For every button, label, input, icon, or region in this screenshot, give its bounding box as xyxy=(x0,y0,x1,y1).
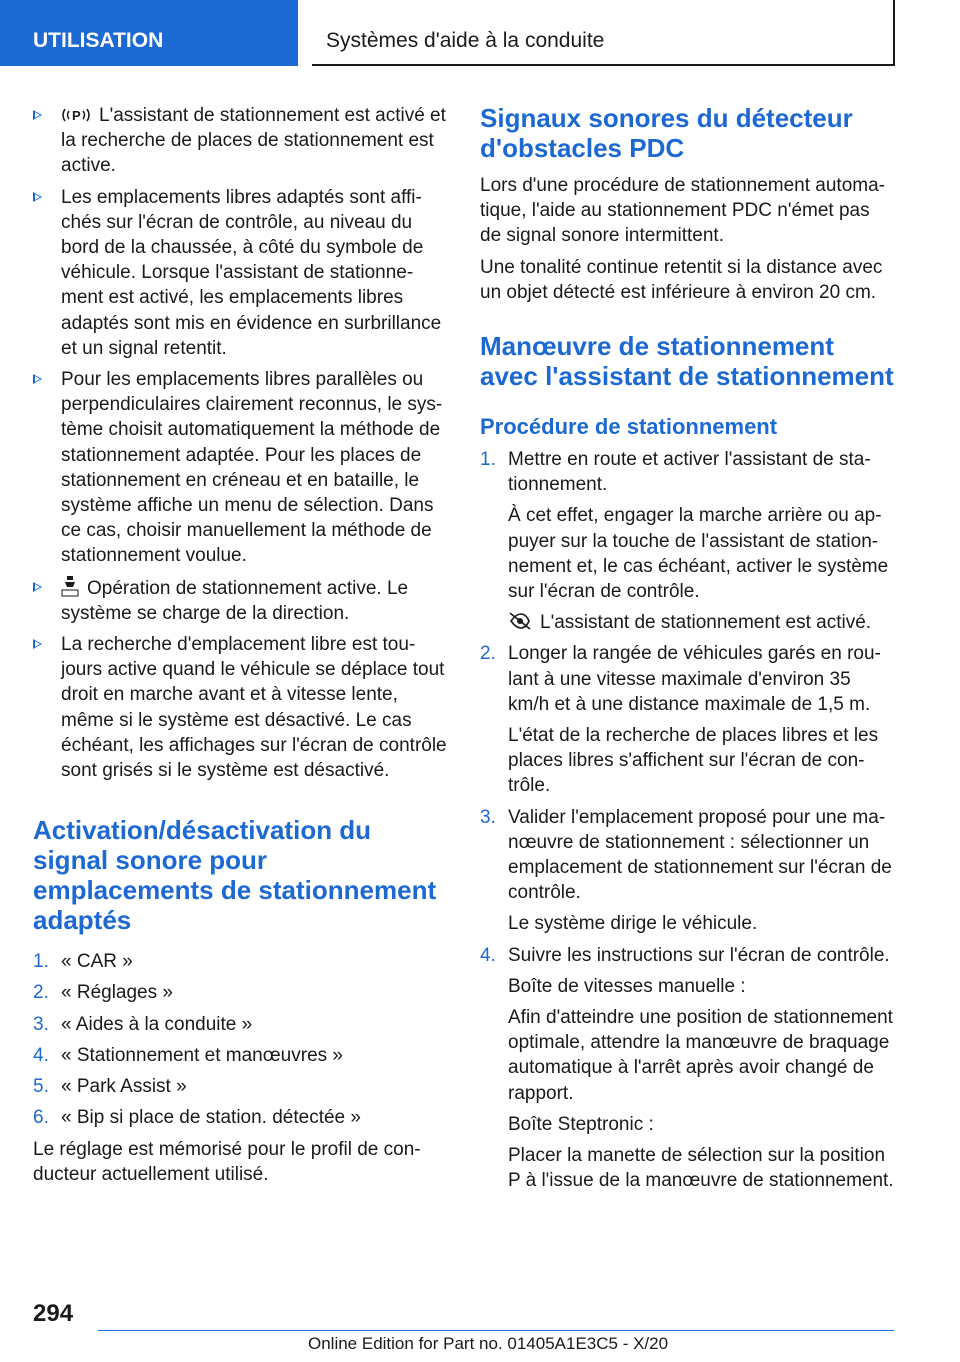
step-text: Valider l'emplacement proposé pour une manœuvre de stationnement : sélectionner un emplacement de stationnement sur l'écran de contrôle. xyxy=(508,806,892,904)
step-item xyxy=(33,1074,449,1099)
step-text: Longer la rangée de véhicules garés en roulant à une vitesse maximale d'environ 35 km/h et à une distance maximale de 1,5 m. xyxy=(508,643,881,715)
footer-divider xyxy=(98,1330,894,1331)
bullet-item xyxy=(33,367,449,569)
setting-note: Le réglage est mémorisé pour le profil de conducteur actuellement utilisé. xyxy=(33,1138,421,1185)
pdc-paragraph-2: Une tonalité continue retentit si la distance avec un objet détecté est inférieure à environ 20 cm. xyxy=(480,256,883,303)
header-section-label: UTILISATION xyxy=(33,29,164,52)
step-detail: L'état de la recherche de places libres et les places libres s'affichent sur l'écran de contrôle. xyxy=(508,725,879,797)
step-detail: Placer la manette de sélection sur la position P à l'issue de la manœuvre de stationnement. xyxy=(508,1145,894,1192)
step-number: 5. xyxy=(33,1076,49,1098)
bullet-text: Pour les emplacements libres parallèles ou perpendiculaires clairement reconnus, le système choisit automatiquement la méthode de stationnement adaptée. Pour les places de stationnement en créneau et en bataille, le système affiche un menu de sélection. Dans ce cas, choisir manuellement la méthode de stationnement voulue. xyxy=(61,369,443,567)
step-detail: À cet effet, engager la marche arrière ou appuyer sur la touche de l'assistant de stationnement et, le cas échéant, activer le système sur l'écran de contrôle. xyxy=(508,505,889,603)
subheading-procedure: Procédure de stationnement xyxy=(480,414,778,440)
step-number: 3. xyxy=(33,1013,49,1035)
triangle-bullet-icon xyxy=(33,639,42,649)
step-number: 2. xyxy=(33,982,49,1004)
header-chapter xyxy=(312,0,895,66)
step-number: 4. xyxy=(480,944,496,966)
step-text: « Bip si place de station. détectée » xyxy=(61,1107,361,1129)
right-column xyxy=(480,103,895,1200)
menu-steps-list xyxy=(33,949,449,1130)
step-number: 1. xyxy=(33,951,49,973)
footer-edition: Online Edition for Part no. 01405A1E3C5 - X/20 xyxy=(308,1334,669,1353)
bullet-item xyxy=(33,575,449,626)
step-number: 6. xyxy=(33,1107,49,1129)
svg-text:P: P xyxy=(72,108,81,123)
step-item xyxy=(480,447,895,635)
step-item xyxy=(480,943,895,1194)
step-number: 4. xyxy=(33,1044,49,1066)
step-detail-text: L'assistant de stationnement est activé. xyxy=(540,612,872,634)
step-text: Mettre en route et activer l'assistant de stationnement. xyxy=(508,449,871,496)
step-number: 1. xyxy=(480,449,496,471)
step-text: « Aides à la conduite » xyxy=(61,1013,253,1035)
step-text: « CAR » xyxy=(61,951,133,973)
step-number: 3. xyxy=(480,806,496,828)
header-section xyxy=(0,0,298,66)
bullet-item xyxy=(33,185,449,361)
bullet-text: Les emplacements libres adaptés sont affichés sur l'écran de contrôle, au niveau du bord de la chaussée, à côté du symbole de véhicule. Lorsque l'assistant de stationnement est activé, les emplacements libres adaptés sont mis en évidence en surbrillance et un signal retentit. xyxy=(61,186,442,359)
procedure-steps-list xyxy=(480,447,895,1193)
step-number: 2. xyxy=(480,643,496,665)
step-item xyxy=(480,805,895,937)
bullet-list xyxy=(33,103,449,783)
bullet-text: L'assistant de stationnement est activé et la recherche de places de stationnement est active. xyxy=(61,105,446,177)
header-chapter-label: Systèmes d'aide à la conduite xyxy=(326,29,605,52)
step-item xyxy=(33,1012,449,1037)
step-item xyxy=(480,641,895,798)
triangle-bullet-icon xyxy=(33,192,42,202)
triangle-bullet-icon xyxy=(33,582,42,592)
step-text: « Réglages » xyxy=(61,982,173,1004)
page-number: 294 xyxy=(33,1300,74,1327)
bullet-item xyxy=(33,103,449,179)
step-detail: Boîte de vitesses manuelle : xyxy=(508,975,746,997)
section-heading-sound: Activation/désactivation du signal sonore pour emplacements de stationnement adaptés xyxy=(33,815,437,936)
pdc-paragraph-1: Lors d'une procédure de stationnement automatique, l'aide au stationnement PDC n'émet pas de signal sonore intermittent. xyxy=(480,175,885,247)
left-column xyxy=(33,103,449,1187)
step-detail: Le système dirige le véhicule. xyxy=(508,913,758,935)
step-item xyxy=(33,949,449,974)
step-item xyxy=(33,980,449,1005)
bullet-text: La recherche d'emplacement libre est toujours active quand le véhicule se déplace tout droit en marche avant et à vitesse lente, même si le système est désactivé. Le cas échéant, les affichages sur l'écran de contrôle sont grisés si le système est désactivé. xyxy=(61,634,447,782)
section-heading-maneuver: Manœuvre de stationnement avec l'assistant de stationnement xyxy=(480,331,894,392)
triangle-bullet-icon xyxy=(33,374,42,384)
triangle-bullet-icon xyxy=(33,110,42,120)
step-item xyxy=(33,1105,449,1130)
section-heading-pdc: Signaux sonores du détecteur d'obstacles PDC xyxy=(480,103,853,163)
parking-assist-active-icon xyxy=(508,611,532,631)
step-text: « Park Assist » xyxy=(61,1076,187,1098)
step-detail: Afin d'atteindre une position de stationnement optimale, attendre la manœuvre de braquage automatique à l'arrêt après avoir changé de rapport. xyxy=(508,1007,893,1104)
step-detail xyxy=(508,610,895,635)
step-text: Suivre les instructions sur l'écran de contrôle. xyxy=(508,944,890,966)
steering-auto-icon xyxy=(61,575,79,597)
bullet-text: Opération de stationnement active. Le système se charge de la direction. xyxy=(61,577,409,624)
bullet-item xyxy=(33,632,449,783)
step-item xyxy=(33,1043,449,1068)
step-detail: Boîte Steptronic : xyxy=(508,1113,654,1135)
parking-assist-icon xyxy=(61,106,91,124)
step-text: « Stationnement et manœuvres » xyxy=(61,1044,343,1066)
